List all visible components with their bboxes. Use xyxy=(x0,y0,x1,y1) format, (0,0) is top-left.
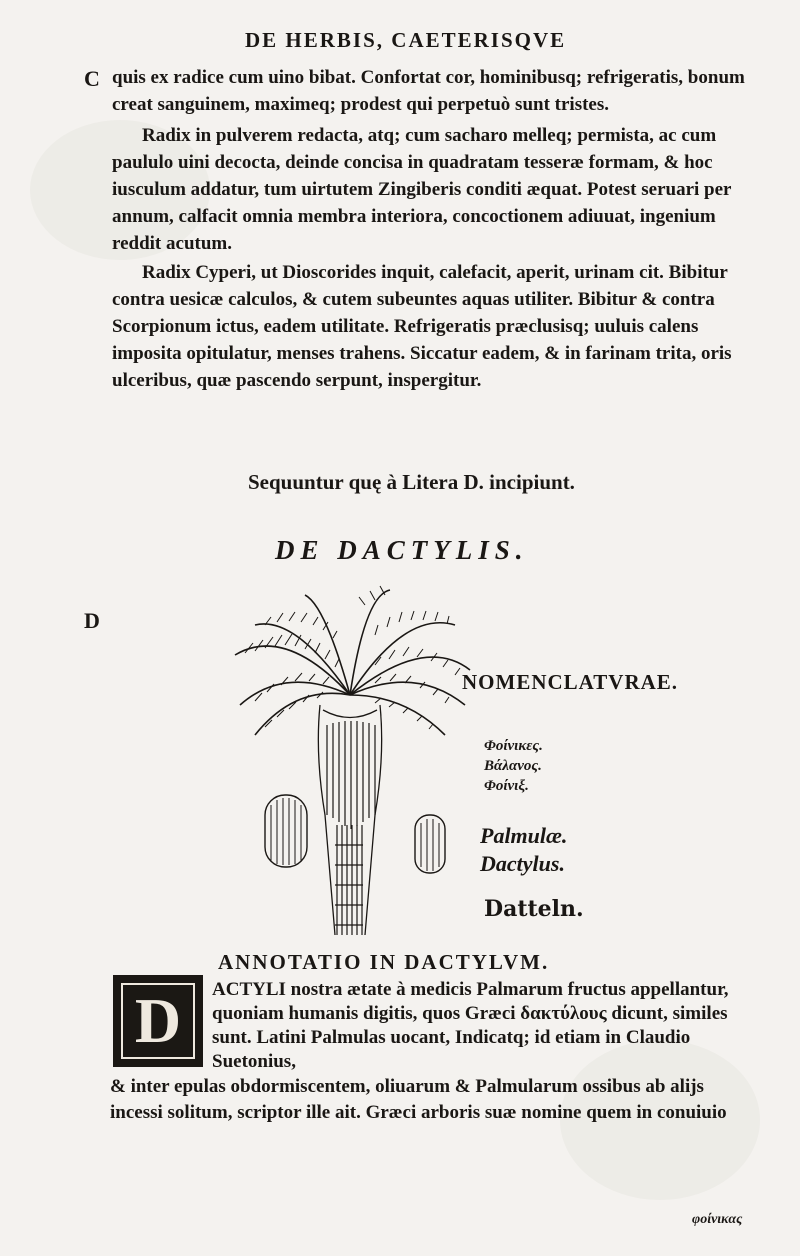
paragraph: Radix in pulverem redacta, atq; cum sacharo melleq; permista, ac cum paululo uini decocta, deinde concisa in quadratam tesseræ formam, & hoc iusculum addatur, tum uirtutem Zingiberis conditi æquat. Potest seruari per annum, calfacit omnia membra interiora, concoctionem adiuuat, ingenium reddit acutum. xyxy=(112,125,732,254)
margin-letter-c: C xyxy=(84,66,100,91)
latin-names xyxy=(480,822,567,878)
greek-name: Βάλανος. xyxy=(484,758,542,774)
section-heading: Sequuntur quę à Litera D. incipiunt. xyxy=(248,470,575,494)
greek-name: Φοίνικες. xyxy=(484,738,543,754)
latin-name: Palmulæ. xyxy=(480,823,568,848)
annotation-opening: ACTYLI nostra ætate à medicis Palmarum fructus appellantur, quoniam humanis digitis, quos Græci δακτύλους dicunt, similes sunt. Latini Palmulas uocant, Indicatq; id etiam in Claudio Suetonius, xyxy=(212,979,729,1072)
greek-names xyxy=(484,736,543,796)
annotation-continuation: & inter epulas obdormiscentem, oliuarum & Palmularum ossibus ab alijs incessi solitum, scriptor ille ait. Græci arboris suæ nomine quem in conuiuio xyxy=(110,1076,727,1123)
paragraph: quis ex radice cum uino bibat. Confortat cor, hominibusq; refrigeratis, bonum creat sanguinem, maximeq; prodest qui perpetuò sunt tristes. xyxy=(112,67,745,115)
decorated-initial-letter: D xyxy=(121,983,195,1059)
annotation-heading: ANNOTATIO IN DACTYLVM. xyxy=(218,950,550,974)
latin-name: Dactylus. xyxy=(480,851,565,876)
running-head: DE HERBIS, CAETERISQVE xyxy=(245,28,567,52)
text-block-upper xyxy=(112,64,752,394)
german-name: Datteln. xyxy=(484,896,584,922)
paragraph: Radix Cyperi, ut Dioscorides inquit, calefacit, aperit, urinam cit. Bibitur contra uesicæ calculos, & cutem subeuntes aquas utiliter. Bibitur & contra Scorpionum ictus, eadem utilitate. Refrigeratis præclusisq; uuluis calens imposita opitulatur, menses trahens. Siccatur eadem, & in farinam trita, oris ulceribus, quæ pascendo serpunt, inspergitur. xyxy=(112,262,732,391)
date-palm-woodcut xyxy=(225,585,475,940)
greek-name: Φοίνιξ. xyxy=(484,778,529,794)
nomenclature-heading: NOMENCLATVRAE. xyxy=(462,670,679,694)
margin-letter-d: D xyxy=(84,608,100,633)
decorated-initial xyxy=(113,975,203,1067)
catchword: φοίνικας xyxy=(692,1212,743,1227)
chapter-title: DE DACTYLIS. xyxy=(275,535,529,565)
